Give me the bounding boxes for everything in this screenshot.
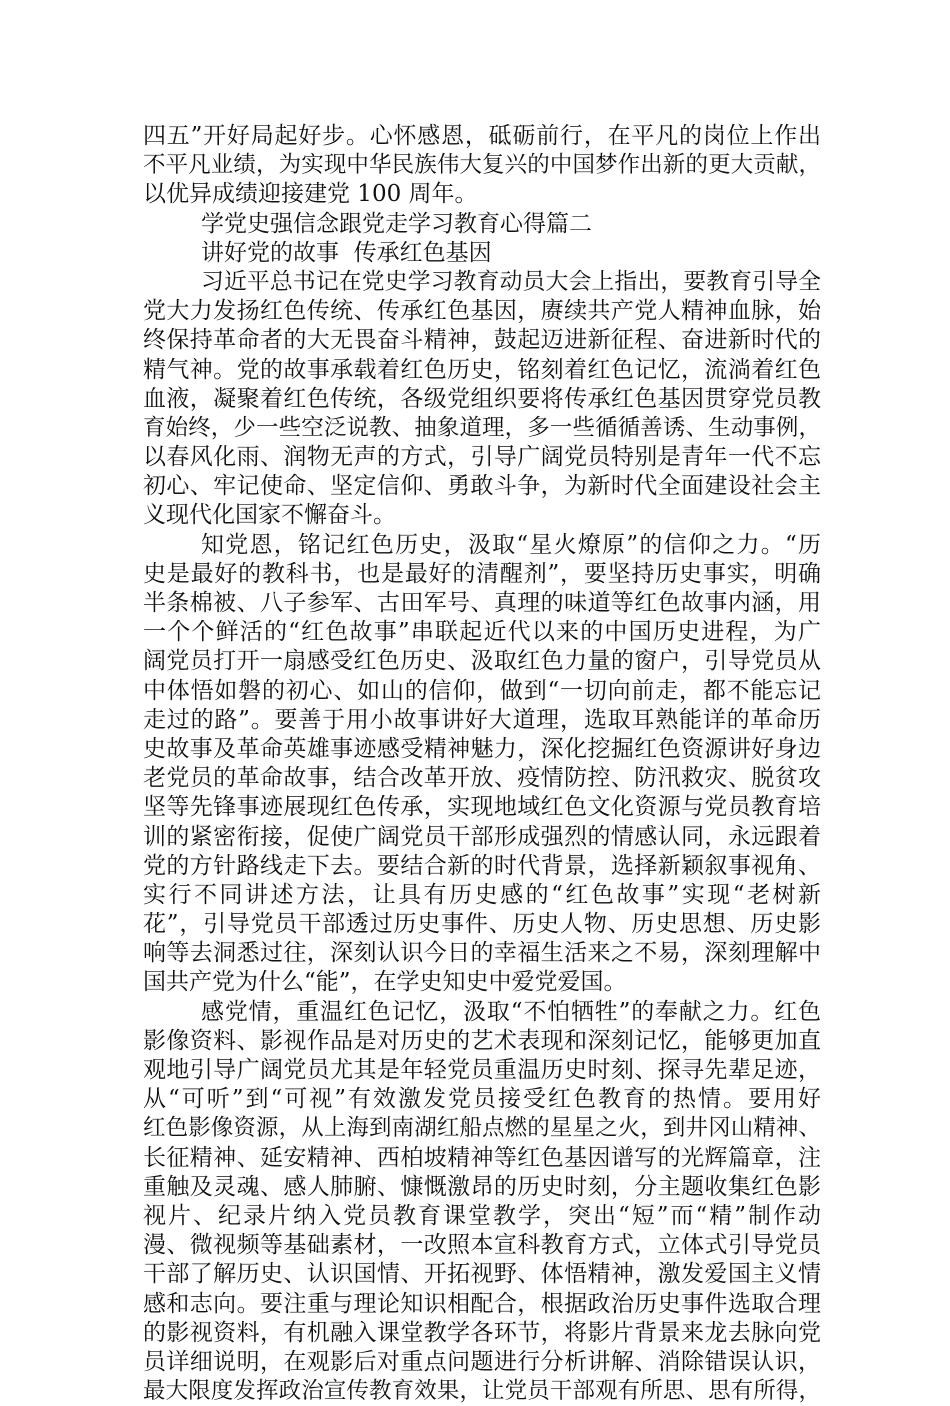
text-line: 实行不同讲述方法，让具有历史感的“红色故事”实现“老树新 [143,881,821,908]
text-line: 漫、微视频等基础素材，一改照本宣科教育方式，立体式引导党员 [143,1232,821,1259]
text-line: 血液，凝聚着红色传统，各级党组织要将传承红色基因贯穿党员教 [143,385,821,412]
text-line: 不平凡业绩，为实现中华民族伟大复兴的中国梦作出新的更大贡献， [143,152,821,179]
text-line: 视片、纪录片纳入党员教育课堂教学，突出“短”而“精”制作动 [143,1202,821,1229]
text-line: 训的紧密衔接，促使广阔党员干部形成强烈的情感认同，永远跟着 [143,823,821,850]
text-line: 的影视资料，有机融入课堂教学各环节，将影片背景来龙去脉向党 [143,1319,821,1346]
text-line: 史故事及革命英雄事迹感受精神魅力，深化挖掘红色资源讲好身边 [143,735,821,762]
text-line: 走过的路”。要善于用小故事讲好大道理，选取耳熟能详的革命历 [143,706,821,733]
text-line: 以优异成绩迎接建党 100 周年。 [143,181,478,208]
text-line: 感党情，重温红色记忆，汲取“不怕牺牲”的奉献之力。红色 [201,998,821,1025]
text-line: 初心、牢记使命、坚定信仰、勇敢斗争，为新时代全面建设社会主 [143,473,821,500]
paragraph-closing [143,122,821,210]
text-line: 观地引导广阔党员尤其是年轻党员重温历史时刻、探寻先辈足迹， [143,1057,821,1083]
text-line: 党大力发扬红色传统、传承红色基因，赓续共产党人精神血脉，始 [143,298,821,325]
text-line: 老党员的革命故事，结合改革开放、疫情防控、防汛救灾、脱贫攻 [143,765,821,792]
text-line: 员详细说明，在观影后对重点问题进行分析讲解、消除错误认识， [143,1348,821,1375]
text-line: 红色影像资源，从上海到南湖红船点燃的星星之火，到井冈山精神、 [143,1115,821,1142]
text-line: 党的方针路线走下去。要结合新的时代背景，选择新颖叙事视角、 [143,852,821,879]
document-page [143,122,821,1406]
text-line: 国共产党为什么“能”，在学史知史中爱党爱国。 [143,969,627,996]
text-line: 终保持革命者的大无畏奋斗精神，鼓起迈进新征程、奋进新时代的 [143,327,821,354]
text-line: 育始终，少一些空泛说教、抽象道理，多一些循循善诱、生动事例， [143,414,821,441]
text-line: 史是最好的教科书，也是最好的清醒剂”，要坚持历史事实，明确 [143,560,821,587]
text-line: 长征精神、延安精神、西柏坡精神等红色基因谱写的光辉篇章，注 [143,1144,821,1171]
text-line: 坚等先锋事迹展现红色传承，实现地域红色文化资源与党员教育培 [143,794,821,821]
section-subtitle: 讲好党的故事 传承红色基因 [201,239,492,266]
paragraph-know-party-grace [143,531,821,998]
text-line: 从“可听”到“可视”有效激发党员接受红色教育的热情。要用好 [143,1086,821,1113]
text-line: 阔党员打开一扇感受红色历史、汲取红色力量的窗户，引导党员从 [143,648,821,675]
section-title: 学党史强信念跟党走学习教育心得篇二 [201,210,592,237]
paragraph-feel-party-love [143,998,821,1406]
text-line: 半条棉被、八子参军、古田军号、真理的味道等红色故事内涵，用 [143,590,821,616]
text-line: 响等去洞悉过往，深刻认识今日的幸福生活来之不易，深刻理解中 [143,940,821,967]
text-line: 感和志向。要注重与理论知识相配合，根据政治历史事件选取合理 [143,1290,821,1317]
text-line: 以春风化雨、润物无声的方式，引导广阔党员特别是青年一代不忘 [143,444,821,471]
text-line: 中体悟如磐的初心、如山的信仰，做到“一切向前走，都不能忘记 [143,677,821,704]
text-line: 最大限度发挥政治宣传教育效果，让党员干部观有所思、思有所得， [143,1378,821,1405]
text-line: 一个个鲜活的“红色故事”串联起近代以来的中国历史进程，为广 [143,619,821,646]
text-line: 精气神。党的故事承载着红色历史，铭刻着红色记忆，流淌着红色 [143,356,821,383]
paragraph-intro [143,268,821,531]
text-line: 干部了解历史、认识国情、开拓视野、体悟精神，激发爱国主义情 [143,1261,821,1288]
text-line: 重触及灵魂、感人肺腑、慷慨激昂的历史时刻，分主题收集红色影 [143,1173,821,1200]
text-line: 影像资料、影视作品是对历史的艺术表现和深刻记忆，能够更加直 [143,1027,821,1054]
text-line: 习近平总书记在党史学习教育动员大会上指出，要教育引导全 [201,268,821,295]
text-line: 义现代化国家不懈奋斗。 [143,502,396,529]
text-line: 知党恩，铭记红色历史，汲取“星火燎原”的信仰之力。“历 [201,531,821,558]
text-line: 花”，引导党员干部透过历史事件、历史人物、历史思想、历史影 [143,911,821,938]
text-line: 四五”开好局起好步。心怀感恩，砥砺前行，在平凡的岗位上作出 [143,123,821,149]
